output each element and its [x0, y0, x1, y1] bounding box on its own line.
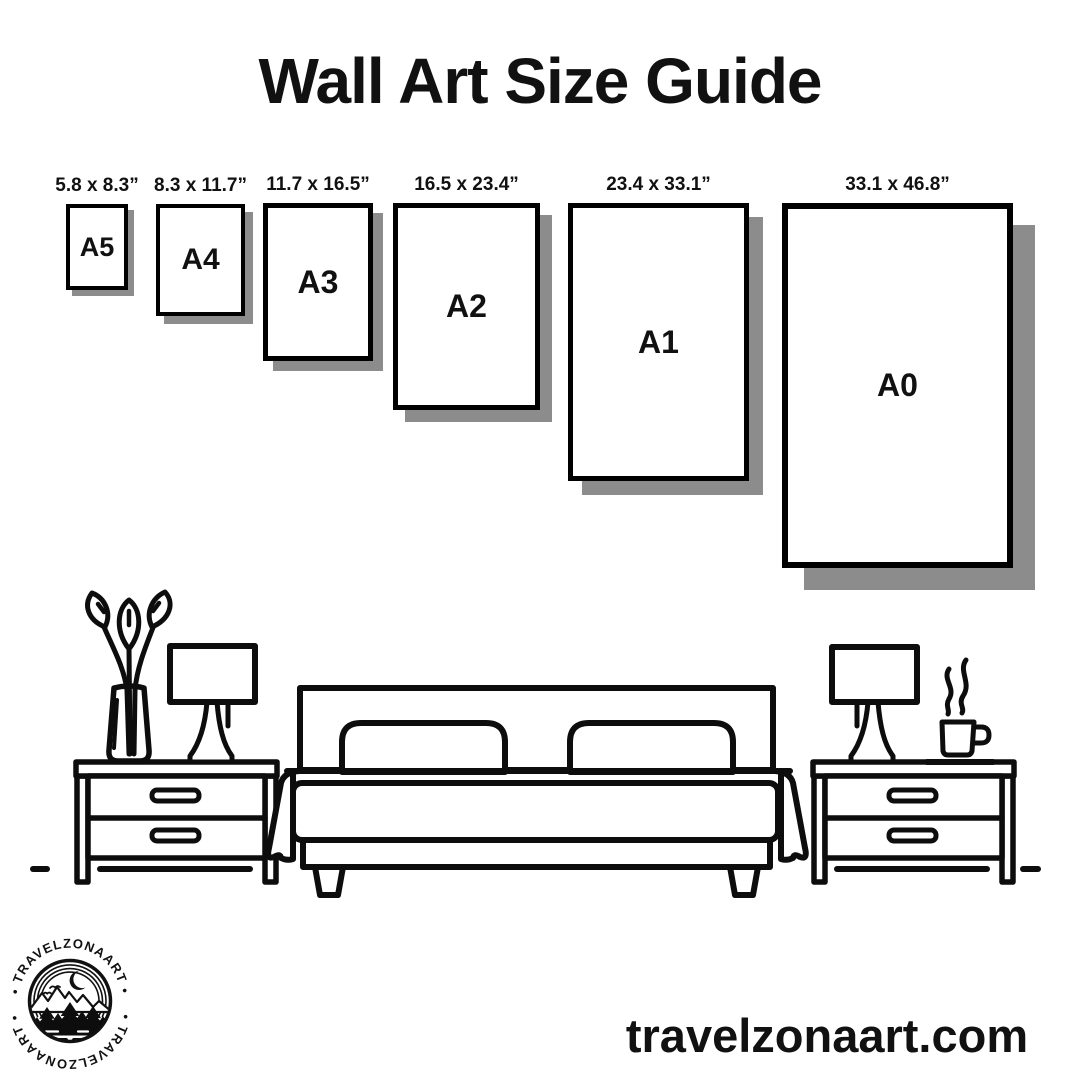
nightstand-right-icon [813, 762, 1014, 882]
table-lamp-right-icon [832, 647, 917, 762]
paper-frame-A2: A2 [393, 203, 540, 410]
double-bed-icon [268, 688, 806, 895]
brand-logo-badge [2, 928, 142, 1078]
website-url: travelzonaart.com [625, 1009, 1029, 1062]
table-lamp-left-icon [170, 646, 255, 762]
badge-arc-text-top: • TRAVELZONAART • [7, 935, 133, 996]
paper-frame-A3: A3 [263, 203, 373, 361]
size-frame-A3 [263, 174, 373, 361]
badge-arc-text-bottom: • TRAVELZONAART • [6, 1013, 134, 1073]
paper-frame-A0: A0 [782, 203, 1013, 568]
moon-icon [70, 971, 86, 990]
size-frame-A4 [154, 175, 247, 316]
paper-frame-A4: A4 [156, 204, 245, 316]
size-dimensions-label-A0: 33.1 x 46.8” [845, 174, 950, 195]
bedroom-scene-illustration [0, 580, 1080, 910]
paper-frame-A5: A5 [66, 204, 128, 290]
size-frame-A1 [568, 174, 749, 481]
coffee-cup-icon [927, 660, 993, 762]
size-frame-A2 [393, 174, 540, 410]
size-frame-A0 [782, 174, 1013, 568]
nightstand-left-icon [76, 762, 277, 882]
page-title: Wall Art Size Guide [258, 45, 822, 117]
paper-frame-A1: A1 [568, 203, 749, 481]
size-dimensions-label-A3: 11.7 x 16.5” [266, 174, 370, 195]
size-dimensions-label-A4: 8.3 x 11.7” [154, 175, 247, 196]
size-dimensions-label-A2: 16.5 x 23.4” [414, 174, 519, 195]
flower-vase-icon [88, 592, 170, 761]
size-dimensions-label-A5: 5.8 x 8.3” [55, 175, 139, 196]
size-frame-A5 [55, 175, 139, 290]
size-dimensions-label-A1: 23.4 x 33.1” [606, 174, 711, 195]
